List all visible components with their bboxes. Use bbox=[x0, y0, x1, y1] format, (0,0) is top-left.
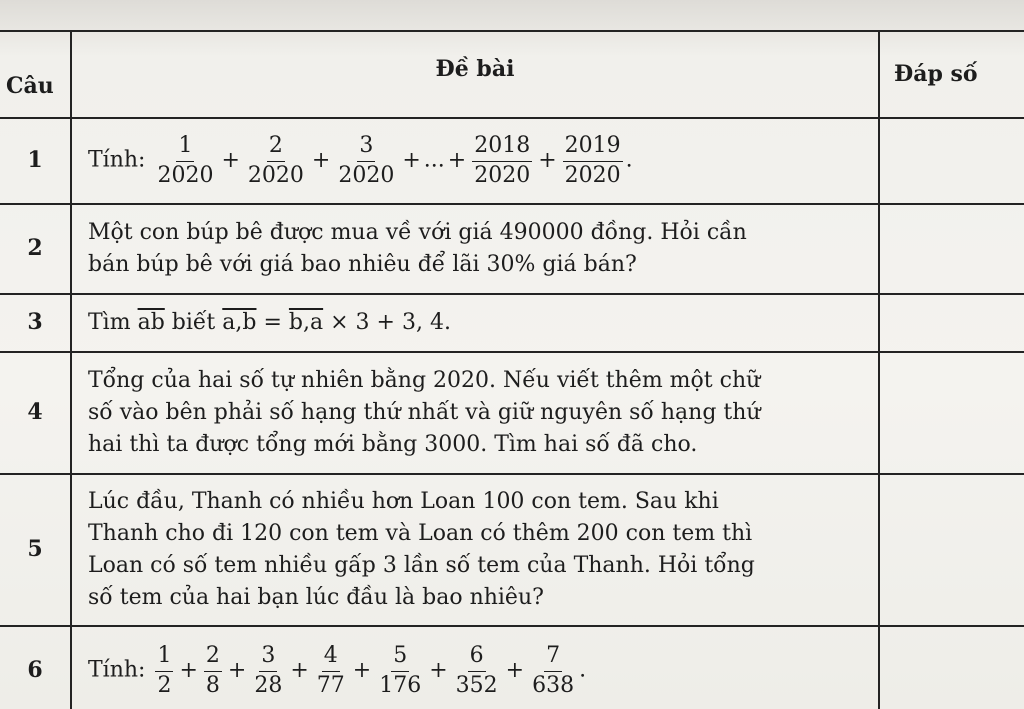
fraction: $\frac{1}{2}$ bbox=[157, 643, 172, 698]
table-row bbox=[0, 118, 1024, 204]
answer-cell[interactable] bbox=[879, 352, 1024, 474]
header-de-bai bbox=[71, 31, 879, 118]
answer-cell[interactable] bbox=[879, 294, 1024, 352]
answer-cell[interactable] bbox=[879, 118, 1024, 204]
overline-ab: $\overline{ab}$ bbox=[137, 310, 165, 336]
problem-number: 4 bbox=[0, 352, 71, 474]
problem-number: 2 bbox=[0, 204, 71, 294]
problem-label: Tính: bbox=[88, 658, 146, 683]
fraction: $\frac{5}{176}$ bbox=[379, 643, 422, 698]
header-cau: Câu bbox=[0, 31, 71, 118]
table-row bbox=[0, 204, 1024, 294]
problem-number: 1 bbox=[0, 118, 71, 204]
problem-number: 6 bbox=[0, 626, 71, 709]
overline-a-b: a,b bbox=[222, 310, 257, 336]
table-row bbox=[0, 294, 1024, 352]
answer-cell[interactable] bbox=[879, 626, 1024, 709]
problem-number: 3 bbox=[0, 294, 71, 352]
answer-cell[interactable] bbox=[879, 474, 1024, 626]
problem-text: Tổng của hai số tự nhiên bằng 2020. Nếu viết thêm một chữ số vào bên phải số hạng thứ nhất và giữ nguyên số hạng thứ hai thì ta được tổng mới bằng 3000. Tìm hai số đã cho. bbox=[71, 352, 879, 474]
fraction: $\frac{6}{352}$ bbox=[455, 643, 498, 698]
table-row bbox=[0, 474, 1024, 626]
header-dap-so: Đáp số bbox=[879, 31, 1024, 118]
header-row bbox=[0, 31, 1024, 118]
fraction: $\frac{2}{2020}$ bbox=[247, 133, 304, 188]
problem-text: Tìm $\overline{ab}$ biết a,b = b,a × 3 + 3, 4. bbox=[71, 294, 879, 352]
problem-table bbox=[0, 30, 1024, 709]
fraction: $\frac{2}{8}$ bbox=[205, 643, 220, 698]
fraction: $\frac{3}{28}$ bbox=[254, 643, 283, 698]
problem-text: Tính: $\frac{1}{2}$ + $\frac{2}{8}$ + $\frac{3}{28}$ + $\frac{4}{77}$ + $\frac{5}{176}$ + $\frac{6}{352}$ + $\frac{7}{638}$ . bbox=[71, 626, 879, 709]
table-row bbox=[0, 352, 1024, 474]
ellipsis: ... bbox=[423, 148, 445, 173]
problem-label: Tính: bbox=[88, 148, 146, 173]
answer-cell[interactable] bbox=[879, 204, 1024, 294]
fraction: $\frac{1}{2020}$ bbox=[157, 133, 214, 188]
fraction: $\frac{4}{77}$ bbox=[316, 643, 345, 698]
fraction: $\frac{7}{638}$ bbox=[532, 643, 575, 698]
fraction: $\frac{2019}{2020}$ bbox=[564, 133, 621, 188]
problem-text: Tính: $\frac{1}{2020}$ + $\frac{2}{2020}$ + $\frac{3}{2020}$ + ... + $\frac{2018}{2020}$ + $\frac{2019}{2020}$ . bbox=[71, 118, 879, 204]
header-de-bai-text: Đề bài bbox=[435, 56, 515, 83]
overline-b-a: b,a bbox=[288, 310, 324, 336]
problem-text: Một con búp bê được mua về với giá 490000 đồng. Hỏi cần bán búp bê với giá bao nhiêu để lãi 30% giá bán? bbox=[71, 204, 879, 294]
fraction: $\frac{2018}{2020}$ bbox=[474, 133, 531, 188]
table-row bbox=[0, 626, 1024, 709]
problem-text: Lúc đầu, Thanh có nhiều hơn Loan 100 con tem. Sau khi Thanh cho đi 120 con tem và Loan có thêm 200 con tem thì Loan có số tem nhiều gấp 3 lần số tem của Thanh. Hỏi tổng số tem của hai bạn lúc đầu là bao nhiêu? bbox=[71, 474, 879, 626]
fraction: $\frac{3}{2020}$ bbox=[338, 133, 395, 188]
problem-number: 5 bbox=[0, 474, 71, 626]
